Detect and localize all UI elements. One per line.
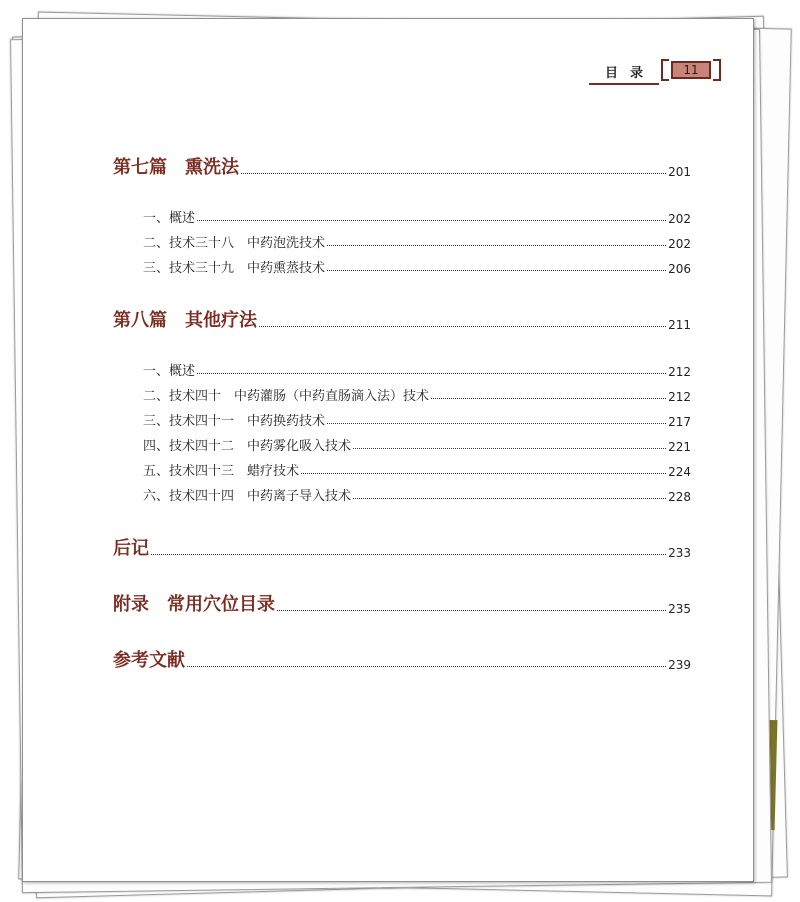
toc-page-number: 212 — [668, 390, 691, 404]
toc-chapter[interactable] — [113, 306, 691, 332]
toc-entry[interactable] — [143, 479, 691, 504]
dot-leader — [187, 666, 666, 667]
toc-page-number: 221 — [668, 440, 691, 454]
toc-entry-title: 四、技术四十二 中药雾化吸入技术 — [143, 439, 352, 454]
dot-leader — [197, 373, 666, 374]
toc-chapter-title: 后记 — [113, 538, 149, 559]
toc-page-number: 211 — [668, 318, 691, 332]
dot-leader — [277, 610, 666, 611]
toc-page-number: 201 — [668, 165, 691, 179]
dot-leader — [259, 326, 666, 327]
toc-page-number: 206 — [668, 262, 691, 276]
toc-chapter-title: 第七篇 熏洗法 — [113, 157, 239, 178]
toc-entry[interactable] — [143, 251, 691, 276]
toc-chapter-title: 第八篇 其他疗法 — [113, 310, 257, 331]
dot-leader — [327, 270, 666, 271]
toc-page-number: 202 — [668, 212, 691, 226]
toc-entry[interactable] — [143, 429, 691, 454]
dot-leader — [241, 173, 666, 174]
toc-entry[interactable] — [143, 379, 691, 404]
toc-entry-title: 二、技术三十八 中药泡洗技术 — [143, 236, 326, 251]
dot-leader — [353, 448, 666, 449]
header-rule — [589, 83, 659, 85]
toc-chapter-title: 附录 常用穴位目录 — [113, 594, 275, 615]
toc-page-number: 235 — [668, 602, 691, 616]
toc-page-number: 233 — [668, 546, 691, 560]
dot-leader — [353, 498, 666, 499]
toc-chapter-title: 参考文献 — [113, 650, 185, 671]
toc-entry-title: 三、技术四十一 中药换药技术 — [143, 414, 326, 429]
toc-entry-title: 二、技术四十 中药灌肠（中药直肠滴入法）技术 — [143, 389, 430, 404]
dot-leader — [151, 554, 666, 555]
toc-chapter[interactable] — [113, 590, 691, 616]
toc-page-number: 228 — [668, 490, 691, 504]
dot-leader — [431, 398, 666, 399]
toc-page-number: 217 — [668, 415, 691, 429]
toc-entry[interactable] — [143, 404, 691, 429]
dot-leader — [327, 423, 666, 424]
header-title: 目录 — [605, 66, 656, 81]
page-number-badge: 11 — [671, 61, 711, 79]
toc-chapter[interactable] — [113, 153, 691, 179]
document-page — [22, 18, 754, 882]
dot-leader — [197, 220, 666, 221]
page-header — [589, 56, 729, 86]
toc-entry[interactable] — [143, 354, 691, 379]
toc-entry-title: 一、概述 — [143, 364, 196, 379]
table-of-contents — [113, 153, 691, 672]
toc-page-number: 212 — [668, 365, 691, 379]
toc-entry[interactable] — [143, 226, 691, 251]
toc-page-number: 239 — [668, 658, 691, 672]
toc-entry[interactable] — [143, 201, 691, 226]
toc-page-number: 202 — [668, 237, 691, 251]
toc-chapter[interactable] — [113, 646, 691, 672]
toc-entry-title: 三、技术三十九 中药熏蒸技术 — [143, 261, 326, 276]
toc-entry-title: 六、技术四十四 中药离子导入技术 — [143, 489, 352, 504]
dot-leader — [301, 473, 666, 474]
toc-entry-title: 五、技术四十三 蜡疗技术 — [143, 464, 300, 479]
toc-page-number: 224 — [668, 465, 691, 479]
dot-leader — [327, 245, 666, 246]
toc-chapter[interactable] — [113, 534, 691, 560]
toc-entry[interactable] — [143, 454, 691, 479]
toc-entry-title: 一、概述 — [143, 211, 196, 226]
